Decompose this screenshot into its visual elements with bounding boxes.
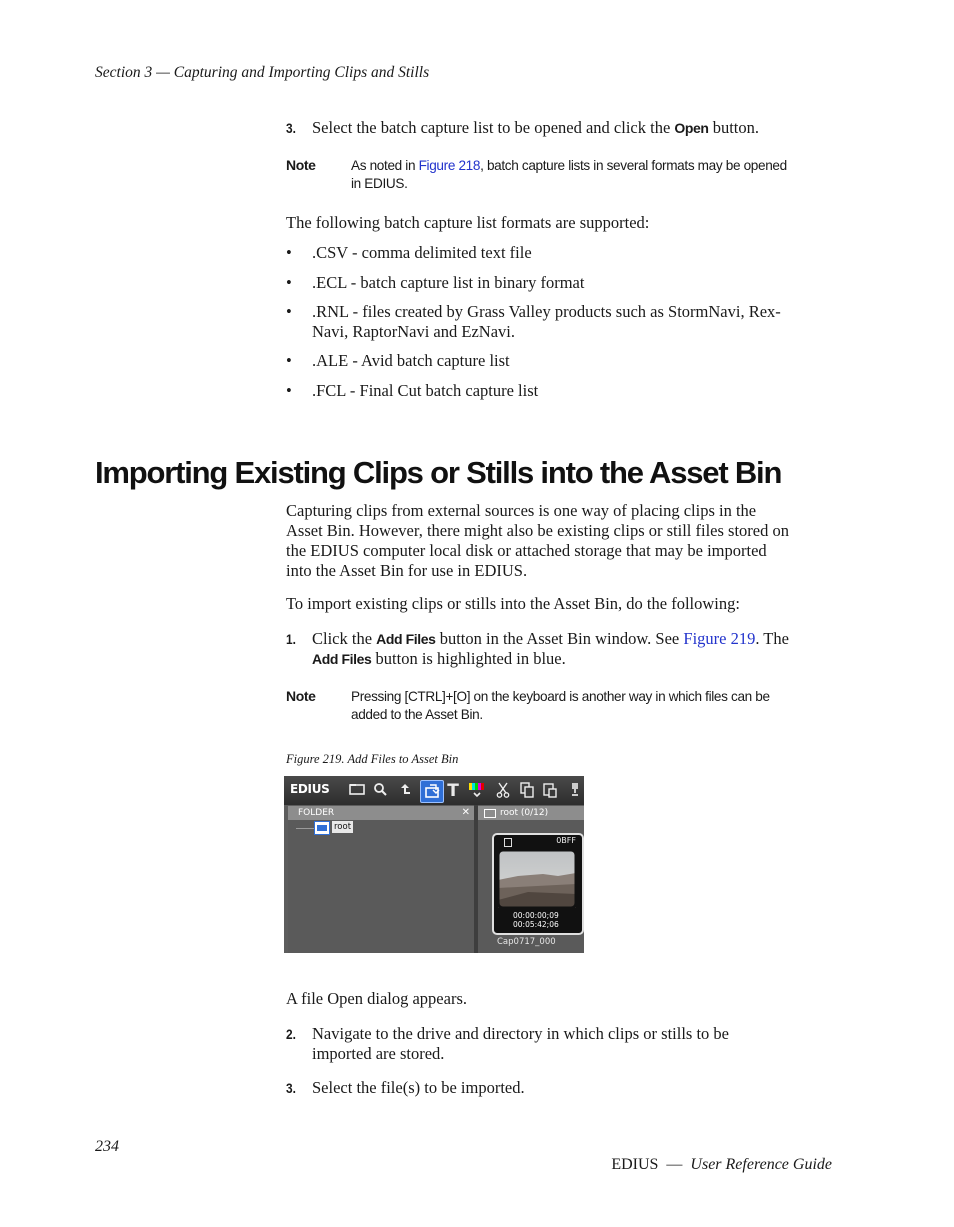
tree-item-root[interactable]: root bbox=[334, 822, 352, 832]
bullet: • bbox=[286, 273, 292, 292]
properties-icon[interactable] bbox=[566, 782, 584, 800]
step-text-end: . The bbox=[755, 629, 789, 648]
add-files-reference: Add Files bbox=[312, 651, 372, 667]
list-item bbox=[286, 381, 832, 401]
up-folder-icon[interactable] bbox=[396, 782, 414, 800]
list-item-text-line2: Navi, RaptorNavi and EzNavi. bbox=[312, 322, 515, 341]
note-label: Note bbox=[286, 688, 316, 704]
figure-caption: Figure 219. Add Files to Asset Bin bbox=[286, 752, 459, 766]
page-number: 234 bbox=[95, 1138, 119, 1155]
folder-tree-panel bbox=[288, 820, 474, 953]
footer-doc-title-text: EDIUS — User Reference Guide bbox=[611, 1156, 832, 1173]
search-icon[interactable] bbox=[371, 782, 389, 800]
folder-icon bbox=[484, 809, 496, 818]
bin-panel-header bbox=[478, 806, 584, 820]
close-icon[interactable]: ✕ bbox=[461, 807, 470, 818]
clip-badge: 0BFF bbox=[556, 836, 576, 845]
folder-label: FOLDER bbox=[298, 808, 335, 818]
section-heading: Importing Existing Clips or Stills into the Asset Bin bbox=[95, 455, 782, 490]
figure-219-link[interactable]: Figure 219 bbox=[683, 629, 756, 648]
step-text: Select the batch capture list to be opened and click the bbox=[312, 118, 675, 137]
asset-bin-toolbar bbox=[284, 776, 584, 805]
asset-bin-screenshot bbox=[284, 776, 584, 953]
note-text: Pressing [CTRL]+[O] on the keyboard is another way in which files can be bbox=[351, 689, 770, 704]
formats-intro: The following batch capture list formats are supported: bbox=[286, 213, 650, 232]
bin-path: root (0/12) bbox=[500, 808, 549, 818]
open-button-reference: Open bbox=[674, 120, 709, 136]
bullet: • bbox=[286, 302, 292, 321]
running-header: Section 3 — Capturing and Importing Clips and Stills bbox=[95, 64, 430, 81]
note-text-line2: added to the Asset Bin. bbox=[351, 707, 483, 722]
bullet: • bbox=[286, 351, 292, 370]
step-text-mid: button in the Asset Bin window. See bbox=[435, 629, 684, 648]
step-select-files bbox=[286, 1078, 846, 1098]
bullet: • bbox=[286, 381, 292, 400]
bin-contents-panel bbox=[478, 820, 584, 953]
to-import-text: To import existing clips or stills into the Asset Bin, do the following: bbox=[286, 594, 740, 613]
add-files-button[interactable] bbox=[420, 780, 444, 803]
clip-thumbnail[interactable] bbox=[492, 833, 584, 935]
list-item-text: .ECL - batch capture list in binary format bbox=[312, 273, 585, 292]
figure-218-link[interactable]: Figure 218 bbox=[418, 158, 481, 173]
add-files-reference: Add Files bbox=[376, 631, 436, 647]
note-text-cont: , batch capture lists in several formats may be opened bbox=[480, 158, 787, 173]
folder-view-icon[interactable] bbox=[348, 782, 366, 800]
edius-logo: EDIUS bbox=[290, 782, 330, 796]
intro-line: Asset Bin. However, there might also be existing clips or still files stored on bbox=[286, 521, 789, 540]
note-text-line2: in EDIUS. bbox=[351, 176, 408, 191]
clip-type-icon bbox=[504, 838, 512, 847]
timecode-duration: 00:05:42;06 bbox=[513, 920, 559, 929]
tree-connector bbox=[296, 828, 314, 829]
footer-doc-title bbox=[603, 1138, 832, 1174]
list-item-text: .FCL - Final Cut batch capture list bbox=[312, 381, 539, 400]
step-text-end: button. bbox=[708, 118, 760, 137]
step-text-line2: button is highlighted in blue. bbox=[371, 649, 566, 668]
list-item bbox=[286, 273, 832, 293]
step-number: 3. bbox=[286, 1080, 296, 1096]
list-item bbox=[286, 351, 832, 371]
step-add-files bbox=[286, 629, 846, 668]
intro-line: the EDIUS computer local disk or attached storage that may be imported bbox=[286, 541, 767, 560]
cut-icon[interactable] bbox=[494, 782, 512, 800]
list-item-text: .ALE - Avid batch capture list bbox=[312, 351, 510, 370]
list-item bbox=[286, 243, 832, 263]
paste-icon[interactable] bbox=[541, 782, 559, 800]
list-item bbox=[286, 302, 832, 342]
color-bars-icon[interactable] bbox=[468, 782, 486, 800]
clip-preview-image bbox=[498, 850, 576, 908]
clip-name: Cap0717_000 bbox=[497, 937, 556, 947]
intro-line: Capturing clips from external sources is one way of placing clips in the bbox=[286, 501, 757, 520]
intro-paragraph bbox=[286, 501, 846, 581]
step-number: 1. bbox=[286, 631, 296, 647]
step-open-list bbox=[286, 118, 846, 138]
timecode-in: 00:00:00;09 bbox=[513, 911, 559, 920]
note-text: As noted in bbox=[351, 158, 419, 173]
intro-line: into the Asset Bin for use in EDIUS. bbox=[286, 561, 528, 580]
folder-panel-header bbox=[288, 806, 474, 820]
list-item-text: .CSV - comma delimited text file bbox=[312, 243, 532, 262]
step-text: Navigate to the drive and directory in which clips or stills to be bbox=[312, 1024, 729, 1043]
list-item-text: .RNL - files created by Grass Valley products such as StormNavi, Rex- bbox=[312, 302, 781, 321]
note-label: Note bbox=[286, 157, 316, 173]
open-dialog-text: A file Open dialog appears. bbox=[286, 989, 467, 1008]
bullet: • bbox=[286, 243, 292, 262]
step-text: Click the bbox=[312, 629, 377, 648]
step-text: Select the file(s) to be imported. bbox=[312, 1078, 525, 1097]
step-number: 3. bbox=[286, 120, 296, 136]
step-text-line2: imported are stored. bbox=[312, 1044, 445, 1063]
folder-icon bbox=[314, 821, 330, 835]
step-navigate bbox=[286, 1024, 846, 1063]
copy-icon[interactable] bbox=[518, 782, 536, 800]
step-number: 2. bbox=[286, 1026, 296, 1042]
title-icon[interactable]: T bbox=[447, 781, 459, 801]
